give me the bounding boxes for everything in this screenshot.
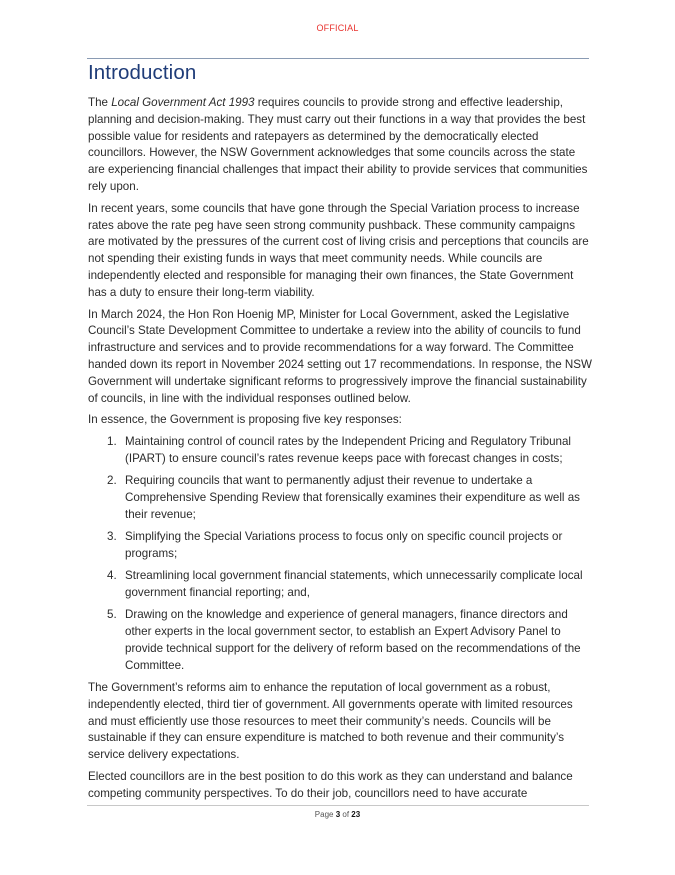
key-responses-list: [88, 434, 594, 674]
list-item: [88, 568, 594, 602]
total-pages: 23: [351, 810, 361, 819]
list-number: 2.: [107, 474, 117, 488]
classification-marking: OFFICIAL: [316, 23, 359, 33]
header-divider: [87, 58, 589, 59]
list-item-text: Streamlining local government financial statements, which unnecessarily complicate local government financial reporting; and,: [125, 569, 583, 600]
act-title: Local Government Act 1993: [111, 96, 255, 109]
section-title: Introduction: [88, 61, 197, 84]
footer-divider: [87, 805, 589, 806]
paragraph-key-responses-intro: In essence, the Government is proposing five key responses:: [88, 413, 402, 427]
page-number: [0, 810, 675, 819]
paragraph-text: requires councils to provide strong and effective leadership, planning and decision-making. They must carry out their functions in a way that provides the best possible value for residents and ratepayers as determined by the democratically elected councillors. However, the NSW Government acknowledges that some councils across the state are experiencing financial challenges that impact their ability to provide services that communities rely upon.: [88, 96, 588, 193]
paragraph-special-variation: In recent years, some councils that have gone through the Special Variation process to increase rates above the rate peg have seen strong community pushback. These community campaigns are motivated by the pressures of the current cost of living crisis and perceptions that councils are not spending their existing funds in ways that meet community needs. While councils are independently elected and responsible for managing their own finances, the State Government has a duty to ensure their long-term viability.: [88, 201, 589, 299]
current-page: 3: [335, 810, 341, 819]
paragraph-text: The: [88, 96, 112, 109]
list-item: [88, 529, 594, 563]
paragraph-reform-aims: The Government’s reforms aim to enhance the reputation of local government as a robust, independently elected, third tier of government. All governments operate with limited resources and must efficiently use those resources to meet their community’s needs. Councils will be sustainable if they can ensure expenditure is matched to both revenue and their community’s service delivery expectations.: [88, 681, 573, 762]
paragraph-committee-review: In March 2024, the Hon Ron Hoenig MP, Minister for Local Government, asked the Legislative Council’s State Development Committee to undertake a review into the ability of councils to fund infrastructure and services and to provide recommendations for a way forward. The Committee handed down its report in November 2024 setting out 17 recommendations. In response, the NSW Government will undertake significant reforms to progressively improve the financial sustainability of councils, in line with the individual responses outlined below.: [88, 307, 592, 405]
list-item-text: Requiring councils that want to permanently adjust their revenue to undertake a Comprehensive Spending Review that forensically examines their expenditure as well as their revenue;: [125, 474, 580, 521]
document-body: [88, 95, 594, 808]
of-label: of: [340, 810, 352, 819]
list-item-text: Maintaining control of council rates by the Independent Pricing and Regulatory Tribunal (IPART) to ensure council’s rates revenue keeps pace with forecast changes in costs;: [125, 435, 571, 465]
list-item-text: Drawing on the knowledge and experience of general managers, finance directors and other experts in the local government sector, to establish an Expert Advisory Panel to provide technical support for the delivery of reform based on the recommendations of the Committee.: [125, 608, 581, 672]
paragraph-intro: [88, 95, 594, 196]
paragraph-elected-councillors: Elected councillors are in the best position to do this work as they can understand and balance competing community perspectives. To do their job, councillors need to have accurate: [88, 769, 573, 800]
list-item: [88, 473, 594, 523]
list-number: 4.: [107, 569, 117, 583]
list-item: [88, 607, 594, 674]
list-item-text: Simplifying the Special Variations process to focus only on specific council projects or programs;: [125, 530, 563, 560]
page-label: Page: [314, 810, 336, 819]
list-item: [88, 434, 594, 468]
list-number: 5.: [107, 608, 117, 622]
list-number: 1.: [107, 435, 117, 449]
list-number: 3.: [107, 530, 117, 544]
